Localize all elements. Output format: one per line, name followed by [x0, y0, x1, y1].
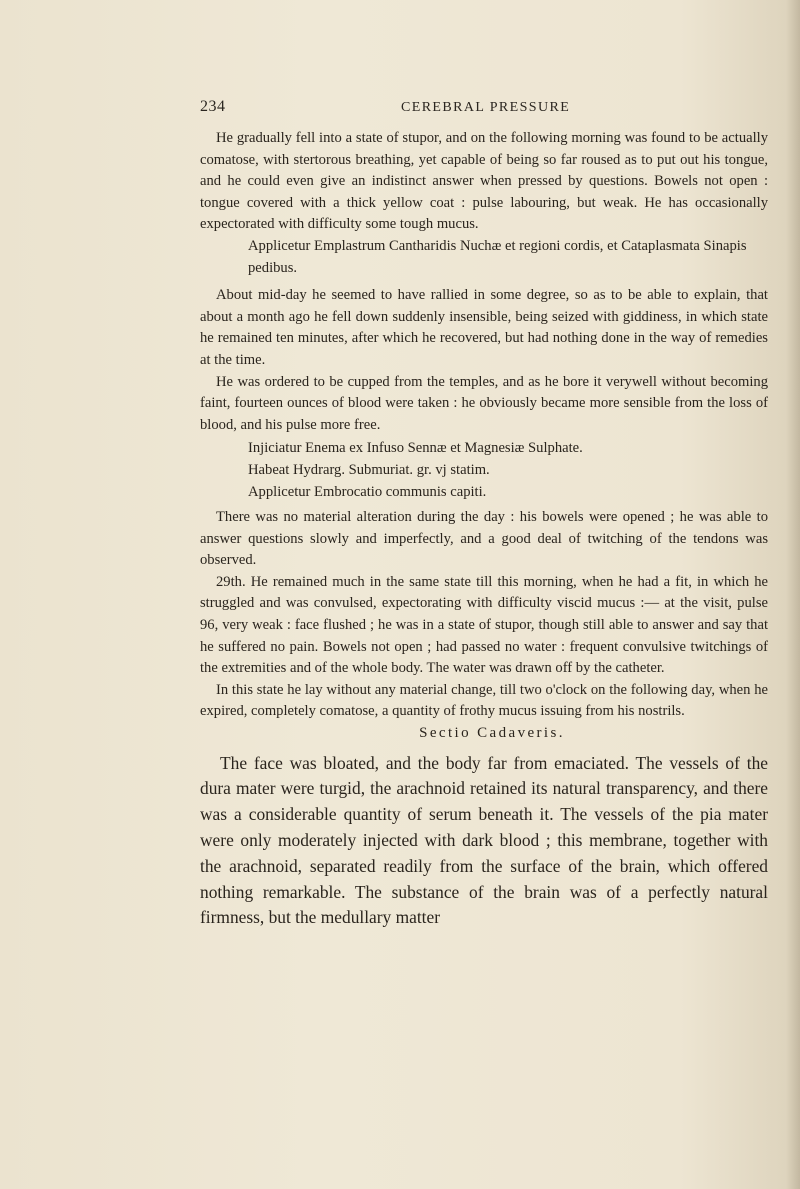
paragraph: There was no material alteration during the day : his bowels were opened ; he was able to answer questions slowly and imperfectly, and a good deal of twitching of the tendons was observed. — [200, 509, 768, 569]
prescription: Applicetur Emplastrum Cantharidis Nuchæ et regioni cordis, et Cataplasmata Sinapis pedibus. — [248, 237, 747, 276]
section-heading: Sectio Cadaveris. — [419, 725, 565, 742]
prescription-block — [200, 236, 768, 279]
paragraph: He gradually fell into a state of stupor, and on the following morning was found to be actually comatose, with stertorous breathing, yet capable of being so far roused as to put out his tongue, and he could even give an indistinct answer when pressed by questions. Bowels not open : tongue covered with a thick yellow coat : pulse labouring, but weak. He has occasionally expectorated with difficulty some tough mucus. — [200, 130, 768, 233]
prescription: Applicetur Embrocatio communis capiti. — [248, 483, 487, 500]
prescription-block — [200, 438, 768, 503]
page-header — [200, 98, 768, 122]
prescription: Injiciatur Enema ex Infuso Sennæ et Magnesiæ Sulphate. — [248, 440, 583, 457]
paragraph: About mid-day he seemed to have rallied in some degree, so as to be able to explain, that about a month ago he fell down suddenly insensible, being seized with giddiness, in which state he remained ten minutes, after which he recovered, but had nothing done in the way of remedies at the time. — [200, 287, 768, 368]
page-edge-shadow — [786, 0, 800, 1189]
paragraph: 29th. He remained much in the same state till this morning, when he had a fit, in which he struggled and was convulsed, expectorating with difficulty viscid mucus :— at the visit, pulse 96, very weak : face flushed ; he was in a state of stupor, though still able to answer and say that he suffered no pain. Bowels not open ; had passed no water : frequent convulsive twitchings of the extremities and of the whole body. The water was drawn off by the catheter. — [200, 573, 768, 677]
paragraph: The face was bloated, and the body far from emaciated. The vessels of the dura mater were turgid, the arachnoid retained its natural transparency, and there was a considerable quantity of serum beneath it. The vessels of the pia mater were only moderately injected with dark blood ; this membrane, together with the arachnoid, separated readily from the surface of the brain, which offered nothing remarkable. The substance of the brain was of a perfectly natural firmness, but the medullary matter — [200, 752, 768, 928]
prescription: Habeat Hydrarg. Submuriat. gr. vj statim. — [248, 461, 490, 478]
paragraph: In this state he lay without any material change, till two o'clock on the following day, when he expired, completely comatose, a quantity of frothy mucus issuing from his nostrils. — [200, 681, 768, 720]
paragraph: He was ordered to be cupped from the temples, and as he bore it verywell without becoming faint, fourteen ounces of blood were taken : he obviously became more sensible from the loss of blood, and his pulse more free. — [200, 373, 768, 433]
page-number: 234 — [200, 98, 226, 115]
running-title: CEREBRAL PRESSURE — [401, 100, 571, 115]
body-text — [200, 128, 768, 931]
